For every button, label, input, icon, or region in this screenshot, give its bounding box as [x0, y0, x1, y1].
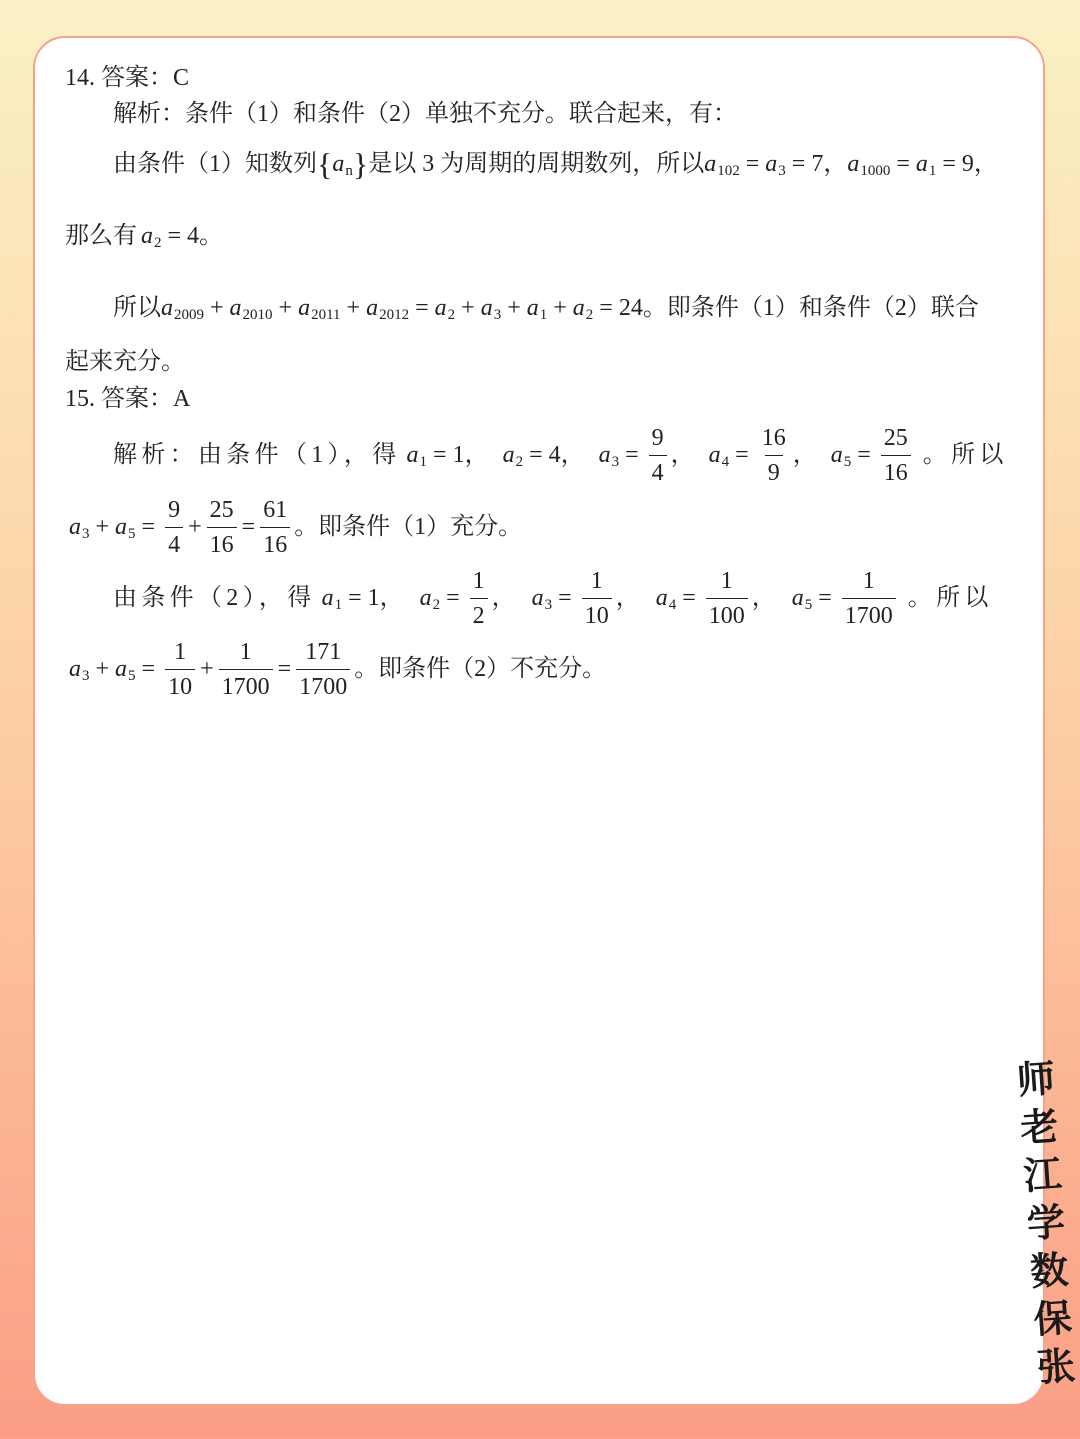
answer-content — [35, 38, 1043, 1404]
frac-a4: $\frac{16}{9}$ — [759, 421, 789, 490]
q14-analysis: 解析：条件（1）和条件（2）单独不充分。联合起来，有： — [113, 101, 737, 127]
q15-c2-sum: a 3 + a 5 = $\frac{1}{10}$ + $\frac{1}{1700}$ = $\frac{171}{1700}$ 。即条件（2）不充分。 — [65, 634, 606, 704]
q15-header: 15. 答案：A — [65, 386, 191, 412]
frac-a5: $\frac{25}{16}$ — [881, 421, 911, 490]
q15-c1-line: 解析：由条件（1），得 a 1 = 1 ， a 2 = 4 ， a 3 = $\frac{9}{4}$ ， a 4 = $\frac{16}{9}$ ， a 5 = $\frac{25}{16}$ 。所以 — [113, 420, 1008, 490]
q14-line3-prefix: 由条件（1）知数列 — [113, 151, 317, 177]
q14-line6: 起来充分。 — [65, 349, 185, 375]
signature-watermark: 师 老 江 学 数 保 张 — [1015, 1056, 1077, 1390]
q14-line4: 那么有 a 2 = 4 。 — [65, 223, 224, 251]
q14-line3: 由条件（1）知数列 { a n } 是以 3 为周期的周期数列，所以 a 102 = a 3 = 7 ， a 1000 = a 1 = 9 ， — [113, 146, 998, 182]
q14-line5: 所以 a 2009 + a 2010 + a 2011 + a 2012 = a 2 + a 3 + a 1 + a 2 = 24 。即条件（1）和条件（2）联合 — [113, 295, 979, 323]
q14-header: 14. 答案：C — [65, 65, 190, 91]
frac-a3: $\frac{9}{4}$ — [649, 421, 667, 490]
q15-c1-sum: a 3 + a 5 = $\frac{9}{4}$ + $\frac{25}{16}$ = $\frac{61}{16}$ 。即条件（1）充分。 — [65, 492, 522, 562]
q14-line3-mid: 是以 3 为周期的周期数列，所以 — [368, 151, 705, 177]
answer-card — [33, 36, 1045, 1406]
q15-c2-line: 由条件（2），得 a 1 = 1 ， a 2 = $\frac{1}{2}$ ， a 3 = $\frac{1}{10}$ ， a 4 = $\frac{1}{100}$ ， a 5 = $\frac{1}{1700}$ 。所以 — [113, 563, 993, 633]
seq-a: a — [332, 151, 345, 177]
